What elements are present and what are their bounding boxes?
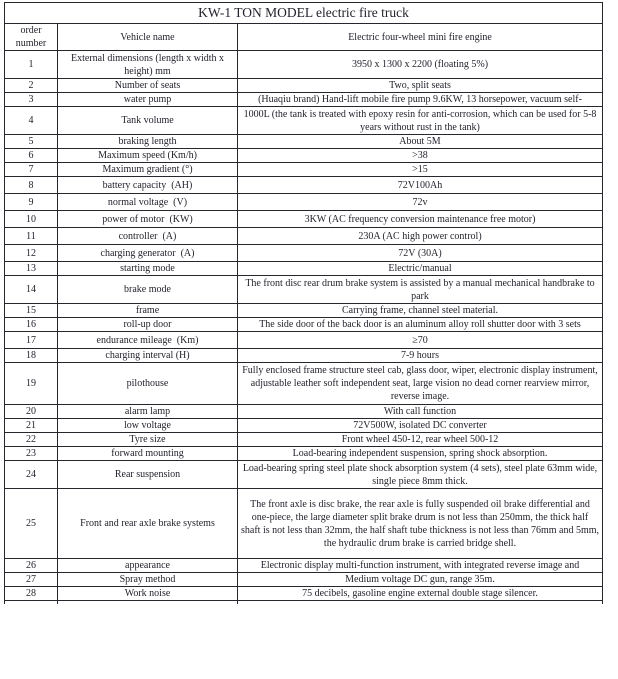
table-row [5,149,603,163]
value-cell: 72V (30A) [238,245,603,262]
vehicle-name-cell: forward mounting [58,447,238,461]
value-cell: 3KW (AC frequency conversion maintenance free motor) [238,211,603,228]
vehicle-name-cell: starting mode [58,262,238,276]
vehicle-name-cell: Maximum speed (Km/h) [58,149,238,163]
table-row [5,211,603,228]
table-row [5,405,603,419]
value-cell: 72V500W, isolated DC converter [238,419,603,433]
order-number-cell: 5 [5,135,58,149]
vehicle-name-cell: normal voltage (V) [58,194,238,211]
header-order-number: order number [5,24,58,51]
table-row [5,332,603,349]
order-number-cell: 16 [5,318,58,332]
vehicle-name-cell: power of motor (KW) [58,211,238,228]
table-row [5,363,603,405]
order-number-cell: 10 [5,211,58,228]
value-cell: The side door of the back door is an aluminum alloy roll shutter door with 3 sets [238,318,603,332]
table-row [5,228,603,245]
value-cell: The front axle is disc brake, the rear axle is fully suspended oil brake differential and one-piece, the large diameter split brake drum is not less than 250mm, the thick half shaft is not less than 32mm, the half shaft tube thickness is not less than 76mm and 5mm, the hydraulic drum brake is carried bridge shell. [238,489,603,559]
vehicle-name-cell: Tank volume [58,107,238,135]
value-cell: Electronic display multi-function instrument, with integrated reverse image and [238,559,603,573]
value-cell: Medium voltage DC gun, range 35m. [238,573,603,587]
value-cell: >38 [238,149,603,163]
order-number-cell: 19 [5,363,58,405]
order-number-cell: 18 [5,349,58,363]
table-row [5,349,603,363]
vehicle-name-cell: Spray method [58,573,238,587]
value-cell: The front disc rear drum brake system is assisted by a manual mechanical handbrake to park [238,276,603,304]
value-cell: Fully enclosed frame structure steel cab, glass door, wiper, electronic display instrument, adjustable leather soft independent seat, large vision no dead corner rearview mirror, reverse image. [238,363,603,405]
vehicle-name-cell: Front and rear axle brake systems [58,489,238,559]
value-cell: With call function [238,405,603,419]
value-cell: Electric/manual [238,262,603,276]
vehicle-name-cell: pilothouse [58,363,238,405]
order-number-cell: 22 [5,433,58,447]
order-number-cell: 26 [5,559,58,573]
vehicle-name-cell: charging generator (A) [58,245,238,262]
order-number-cell: 11 [5,228,58,245]
vehicle-name-cell: Maximum gradient (°) [58,163,238,177]
table-row [5,135,603,149]
order-number-cell: 9 [5,194,58,211]
order-number-cell: 23 [5,447,58,461]
order-number-cell: 13 [5,262,58,276]
order-number-cell: 14 [5,276,58,304]
vehicle-name-cell: controller (A) [58,228,238,245]
order-number-cell: 2 [5,79,58,93]
vehicle-name-cell: roll-up door [58,318,238,332]
value-cell: Carrying frame, channel steel material. [238,304,603,318]
value-cell: 230A (AC high power control) [238,228,603,245]
order-number-cell: 1 [5,51,58,79]
table-row [5,194,603,211]
order-number-cell: 25 [5,489,58,559]
vehicle-name-cell: battery capacity (AH) [58,177,238,194]
table-row [5,276,603,304]
order-number-cell: 15 [5,304,58,318]
vehicle-name-cell: braking length [58,135,238,149]
value-cell: Load-bearing spring steel plate shock absorption system (4 sets), steel plate 63mm wide, single piece 8mm thick. [238,461,603,489]
vehicle-name-cell: Number of seats [58,79,238,93]
table-row [5,489,603,559]
vehicle-name-cell: Work noise [58,587,238,601]
table-row [5,245,603,262]
value-cell: Load-bearing independent suspension, spring shock absorption. [238,447,603,461]
vehicle-name-cell: Rear suspension [58,461,238,489]
value-cell: 72V100Ah [238,177,603,194]
order-number-cell: 28 [5,587,58,601]
order-number-cell: 6 [5,149,58,163]
table-title-row [5,3,603,24]
order-number-cell: 21 [5,419,58,433]
table-body [5,51,603,604]
table-row [5,304,603,318]
table-row [5,163,603,177]
table-row [5,447,603,461]
vehicle-name-cell: charging interval (H) [58,349,238,363]
table-row [5,79,603,93]
table-row [5,433,603,447]
table-row [5,559,603,573]
table-row [5,573,603,587]
table-row [5,262,603,276]
cutoff-cell [238,601,603,604]
vehicle-name-cell: Tyre size [58,433,238,447]
table-header-row [5,24,603,51]
order-number-cell: 3 [5,93,58,107]
cutoff-row [5,601,603,604]
table-row [5,177,603,194]
order-number-cell: 17 [5,332,58,349]
table-row [5,93,603,107]
table-row [5,51,603,79]
cutoff-cell [5,601,58,604]
header-vehicle-name: Vehicle name [58,24,238,51]
order-number-cell: 7 [5,163,58,177]
value-cell: Front wheel 450-12, rear wheel 500-12 [238,433,603,447]
vehicle-name-cell: alarm lamp [58,405,238,419]
cutoff-cell [58,601,238,604]
value-cell: (Huaqiu brand) Hand-lift mobile fire pump 9.6KW, 13 horsepower, vacuum self- [238,93,603,107]
header-engine-type: Electric four-wheel mini fire engine [238,24,603,51]
order-number-cell: 4 [5,107,58,135]
order-number-cell: 20 [5,405,58,419]
value-cell: Two, split seats [238,79,603,93]
table-row [5,587,603,601]
table-row [5,107,603,135]
order-number-cell: 8 [5,177,58,194]
vehicle-name-cell: water pump [58,93,238,107]
table-row [5,419,603,433]
value-cell: ≥70 [238,332,603,349]
value-cell: 72v [238,194,603,211]
vehicle-name-cell: low voltage [58,419,238,433]
value-cell: About 5M [238,135,603,149]
vehicle-name-cell: brake mode [58,276,238,304]
vehicle-name-cell: appearance [58,559,238,573]
value-cell: 3950 x 1300 x 2200 (floating 5%) [238,51,603,79]
value-cell: 75 decibels, gasoline engine external double stage silencer. [238,587,603,601]
value-cell: >15 [238,163,603,177]
order-number-cell: 27 [5,573,58,587]
value-cell: 7-9 hours [238,349,603,363]
order-number-cell: 12 [5,245,58,262]
value-cell: 1000L (the tank is treated with epoxy resin for anti-corrosion, which can be used for 5-8 years without rust in the tank) [238,107,603,135]
table-row [5,318,603,332]
table-title: KW-1 TON MODEL electric fire truck [5,3,603,24]
table-row [5,461,603,489]
spec-table [4,2,603,604]
vehicle-name-cell: endurance mileage (Km) [58,332,238,349]
vehicle-name-cell: External dimensions (length x width x height) mm [58,51,238,79]
vehicle-name-cell: frame [58,304,238,318]
order-number-cell: 24 [5,461,58,489]
